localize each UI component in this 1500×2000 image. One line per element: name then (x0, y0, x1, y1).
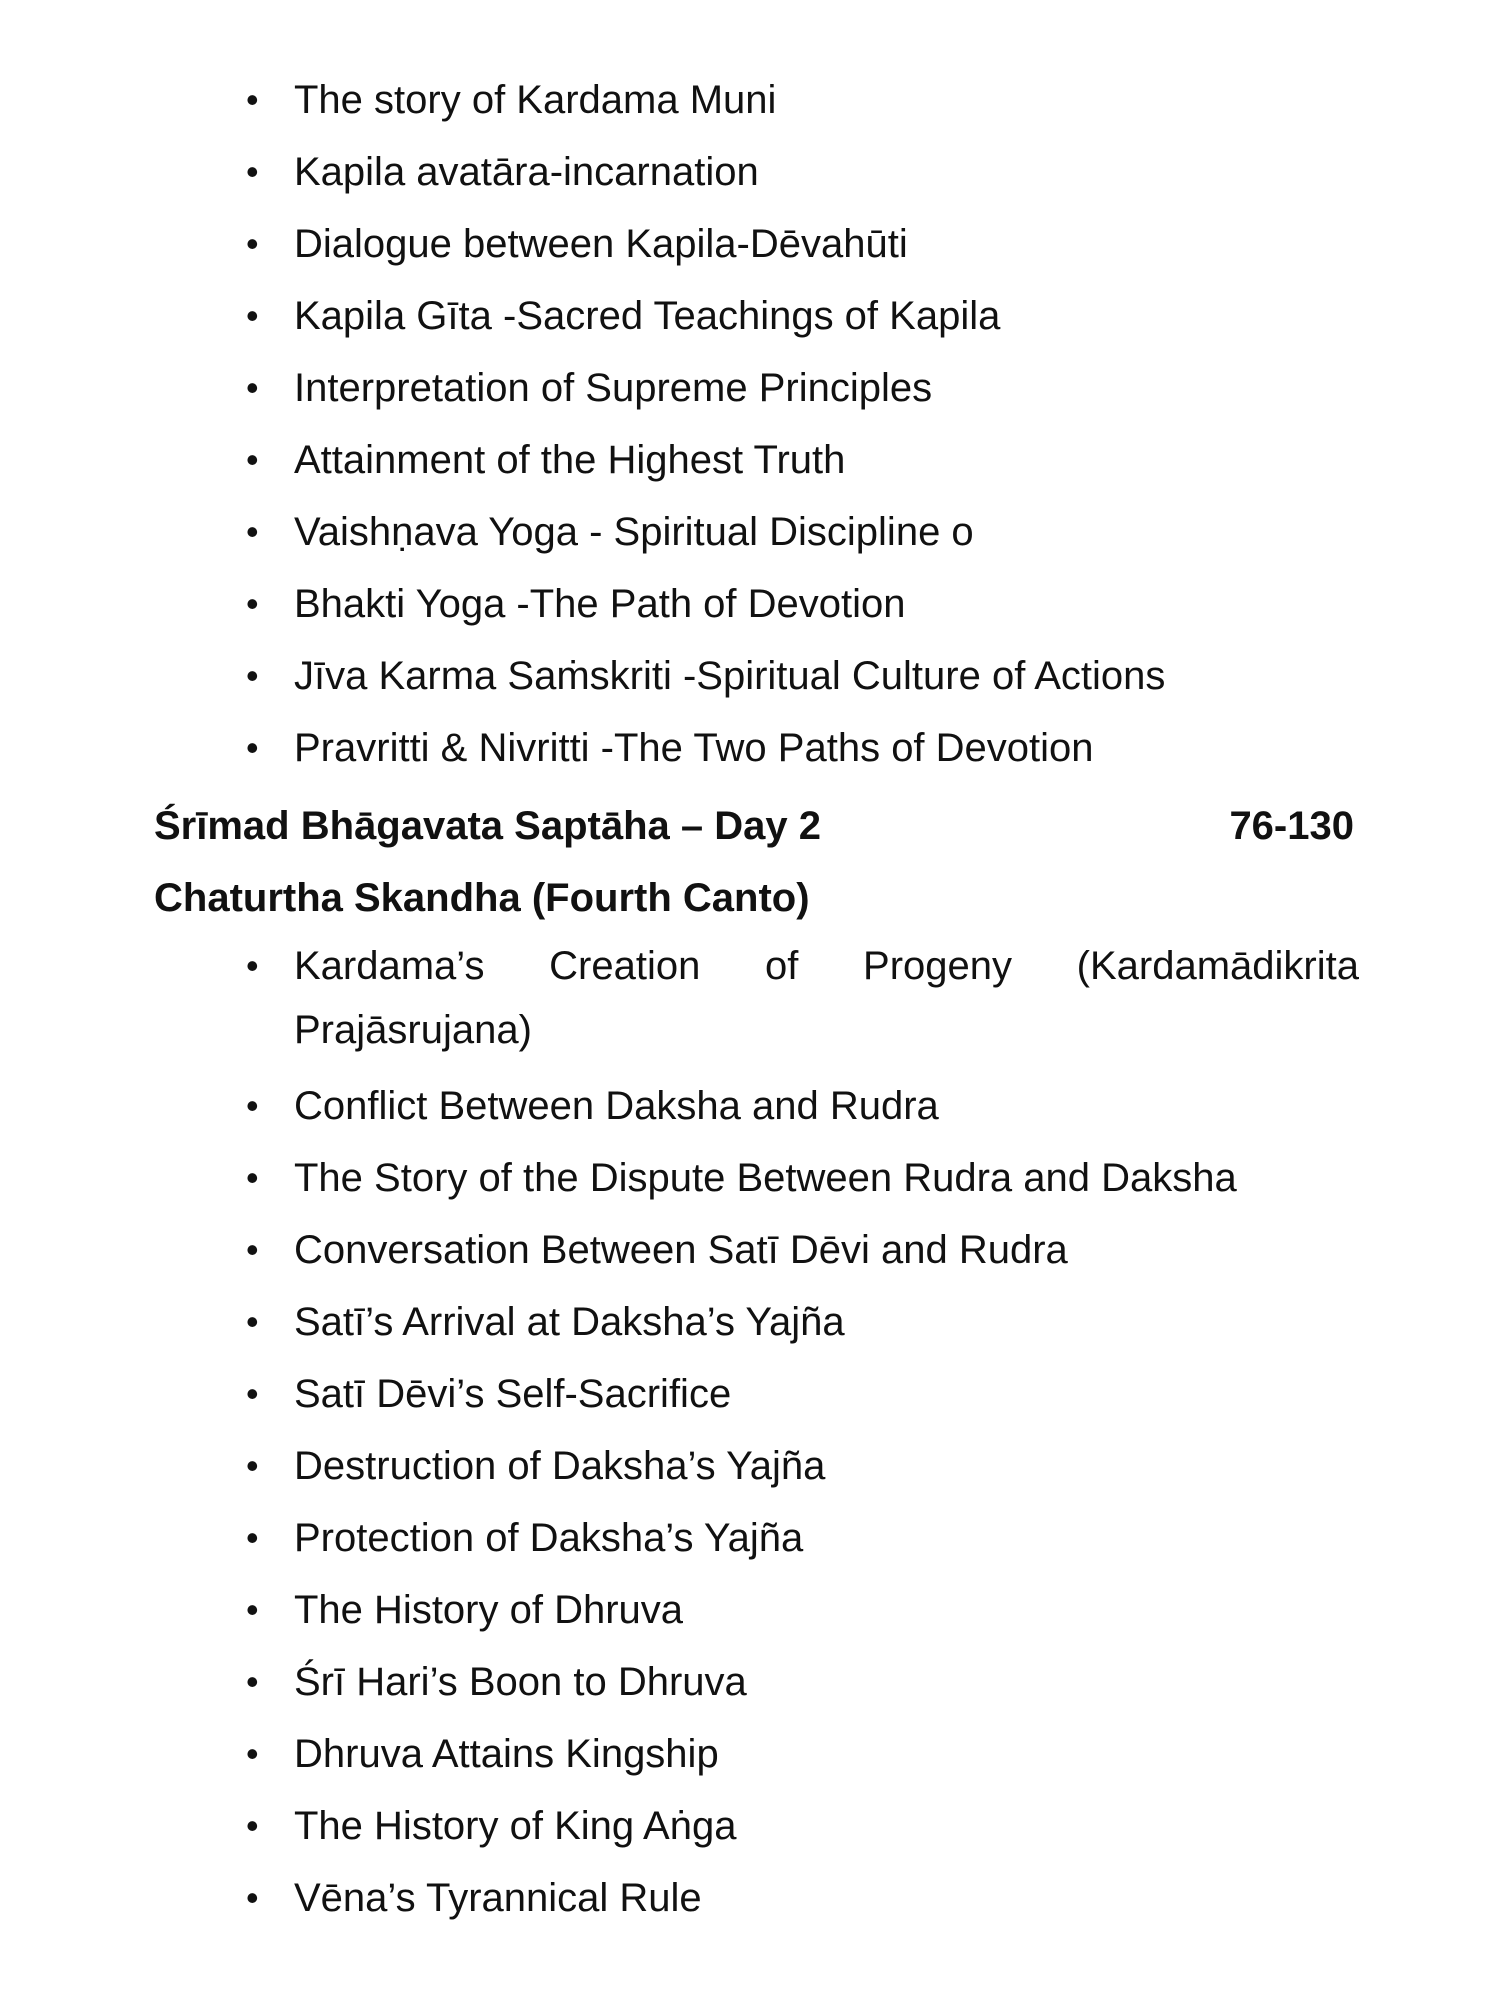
bullet: • (246, 511, 259, 552)
list-item: • Śrī Hari’s Boon to Dhruva (0, 1646, 1359, 1718)
bullet: • (246, 1661, 259, 1702)
bullet: • (246, 1157, 259, 1198)
bullet: • (246, 1517, 259, 1558)
list-item: • The story of Kardama Muni (0, 64, 1359, 136)
bullet: • (246, 1085, 259, 1126)
list-item: • Jīva Karma Saṁskriti -Spiritual Culture of Actions (0, 640, 1359, 712)
list-item: • Attainment of the Highest Truth (0, 424, 1359, 496)
list-item: • Interpretation of Supreme Principles (0, 352, 1359, 424)
bullet: • (246, 945, 259, 986)
list-item: • Vaishṇava Yoga - Spiritual Discipline o (0, 496, 1359, 568)
bullet: • (246, 439, 259, 480)
bullet: • (246, 1445, 259, 1486)
bullet: • (246, 1877, 259, 1918)
bullet: • (246, 151, 259, 192)
list-item: • Dialogue between Kapila-Dēvahūti (0, 208, 1359, 280)
list-item: • Kapila Gīta -Sacred Teachings of Kapila (0, 280, 1359, 352)
list-item: • The History of King Aṅga (0, 1790, 1359, 1862)
bullet: • (246, 1589, 259, 1630)
list-item: • The Story of the Dispute Between Rudra and Daksha (0, 1142, 1359, 1214)
list-item: • Protection of Daksha’s Yajña (0, 1502, 1359, 1574)
page-range: 76-130 (1229, 804, 1354, 848)
list-item: • Destruction of Daksha’s Yajña (0, 1430, 1359, 1502)
bullet: • (246, 1229, 259, 1270)
list-item: • Conflict Between Daksha and Rudra (0, 1070, 1359, 1142)
bullet: • (246, 223, 259, 264)
bullet: • (246, 1805, 259, 1846)
list-item: • Conversation Between Satī Dēvi and Rudra (0, 1214, 1359, 1286)
list-item: • Bhakti Yoga -The Path of Devotion (0, 568, 1359, 640)
section-title: Śrīmad Bhāgavata Saptāha – Day 2 (154, 804, 821, 848)
list-item: • Pravritti & Nivritti -The Two Paths of Devotion (0, 712, 1359, 784)
bullet: • (246, 1733, 259, 1774)
bullet: • (246, 727, 259, 768)
list-item: • The History of Dhruva (0, 1574, 1359, 1646)
bullet: • (246, 1301, 259, 1342)
bullet: • (246, 367, 259, 408)
bullet: • (246, 583, 259, 624)
list-item: • Satī’s Arrival at Daksha’s Yajña (0, 1286, 1359, 1358)
canto-three-topic-list (0, 64, 1359, 784)
list-item: • Vēna’s Tyrannical Rule (0, 1862, 1359, 1934)
list-item: • Kapila avatāra-incarnation (0, 136, 1359, 208)
section-subtitle: Chaturtha Skandha (Fourth Canto) (154, 876, 810, 920)
bullet: • (246, 1373, 259, 1414)
canto-four-topic-list (0, 934, 1359, 1934)
list-item: • Satī Dēvi’s Self-Sacrifice (0, 1358, 1359, 1430)
list-item: • Dhruva Attains Kingship (0, 1718, 1359, 1790)
list-item: • Kardama’s Creation of Progeny (Kardamādikrita Prajāsrujana) (0, 934, 1359, 1062)
bullet: • (246, 79, 259, 120)
bullet: • (246, 655, 259, 696)
bullet: • (246, 295, 259, 336)
